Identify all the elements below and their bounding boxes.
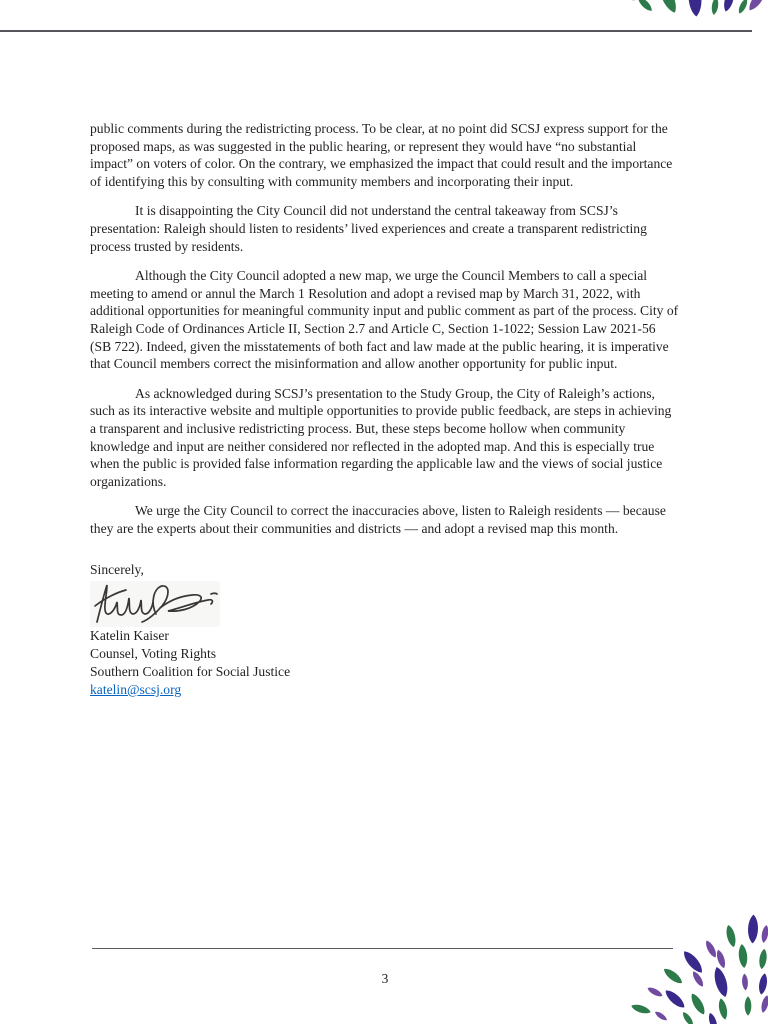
scsj-leaf-logo-top-icon <box>623 0 768 50</box>
signer-name: Katelin Kaiser <box>90 628 169 644</box>
paragraph: We urge the City Council to correct the inaccuracies above, listen to Raleigh residents — because they are the experts about their communities and districts — and adopt a revised map this month. <box>90 503 666 536</box>
email-link[interactable]: katelin@scsj.org <box>90 682 182 698</box>
signature-scribble-icon <box>90 581 220 627</box>
paragraph: As acknowledged during SCSJ’s presentation to the Study Group, the City of Raleigh’s actions, such as its interactive website and multiple opportunities to provide public feedback, are steps in achieving a transparent and inclusive redistricting process. But, these steps become hollow when community knowledge and input are neither considered nor reflected in the adopted map. And this is especially true when the public is provided false information regarding the applicable law and the views of social justice organizations. <box>90 385 672 489</box>
signer-title: Counsel, Voting Rights <box>90 646 217 662</box>
page-number: 3 <box>381 971 389 986</box>
handwritten-signature-image <box>90 581 220 627</box>
signer-org: Southern Coalition for Social Justice <box>90 664 291 680</box>
closing-salutation: Sincerely, <box>90 562 144 578</box>
paragraph: Although the City Council adopted a new map, we urge the Council Members to call a special meeting to amend or annul the March 1 Resolution and adopt a revised map by March 31, 2022, with additional opportunities for meaningful community input and public comment as part of the process. City of Raleigh Code of Ordinances Article II, Section 2.7 and Article C, Section 1-1022; Session Law 2021-56 (SB 722). Indeed, given the misstatements of both fact and law made at the public hearing, it is imperative that Council members correct the misinformation and allow another opportunity for public input. <box>90 268 679 372</box>
paragraph-continuation: public comments during the redistricting process. To be clear, at no point did SCSJ express support for the proposed maps, as was suggested in the public hearing, or represent they would have “no substantial impact” on voters of color. On the contrary, we emphasized the impact that could result and the importance of identifying this by consulting with community members and incorporating their input. <box>90 121 673 189</box>
footer-rule <box>92 948 673 949</box>
paragraph: It is disappointing the City Council did not understand the central takeaway from SCSJ’s presentation: Raleigh should listen to residents’ lived experiences and create a transparent redistricting process trusted by residents. <box>90 203 647 254</box>
scsj-leaf-logo-bottom-icon <box>603 904 768 1024</box>
letter-body <box>90 120 680 699</box>
